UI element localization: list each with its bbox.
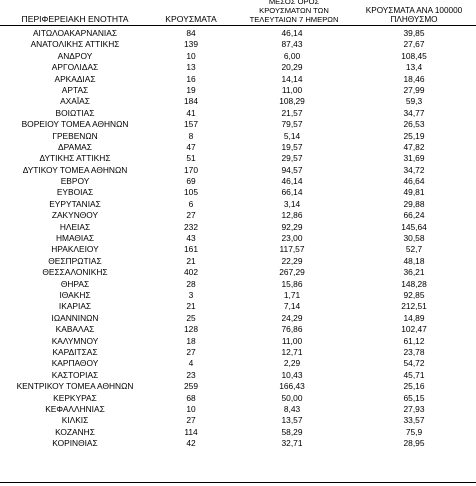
per-100000-cell: 26,53 [403, 119, 425, 130]
average-7day-cell: 117,57 [279, 244, 305, 255]
regional-unit-cell: ΘΗΡΑΣ [60, 278, 90, 289]
average-7day-cell: 46,14 [281, 176, 303, 187]
average-7day-cell: 108,29 [279, 96, 305, 107]
regional-unit-cell: ΚΑΡΠΑΘΟΥ [51, 358, 99, 369]
average-7day-cell: 23,00 [281, 233, 303, 244]
cases-cell: 105 [184, 187, 198, 198]
regional-unit-cell: ΕΥΒΟΙΑΣ [56, 187, 94, 198]
cases-cell: 27 [186, 210, 196, 221]
regional-unit-cell: ΔΥΤΙΚΟΥ ΤΟΜΕΑ ΑΘΗΝΩΝ [22, 164, 128, 175]
cases-cell: 157 [184, 119, 198, 130]
regional-unit-cell: ΚΟΡΙΝΘΙΑΣ [52, 438, 98, 449]
per-100000-cell: 52,7 [405, 244, 423, 255]
table-row [0, 370, 476, 381]
regional-unit-cell: ΒΟΡΕΙΟΥ ΤΟΜΕΑ ΑΘΗΝΩΝ [21, 119, 129, 130]
cases-cell: 114 [184, 426, 198, 437]
regional-unit-cell: ΙΚΑΡΙΑΣ [58, 301, 92, 312]
table-row [0, 381, 476, 392]
cases-cell: 41 [186, 107, 196, 118]
per-100000-cell: 34,72 [403, 164, 425, 175]
table-row [0, 279, 476, 290]
regional-unit-cell: ΒΟΙΩΤΙΑΣ [55, 107, 95, 118]
table-row [0, 427, 476, 438]
regional-unit-cell: ΗΡΑΚΛΕΙΟΥ [51, 244, 99, 255]
cases-cell: 28 [186, 278, 196, 289]
table-row [0, 244, 476, 255]
cases-cell: 161 [184, 244, 198, 255]
table-row [0, 347, 476, 358]
table-row [0, 336, 476, 347]
average-7day-cell: 66,14 [281, 187, 303, 198]
per-100000-cell: 18,46 [403, 73, 425, 84]
regional-unit-cell: ΕΥΡΥΤΑΝΙΑΣ [49, 198, 101, 209]
per-100000-cell: 23,78 [403, 346, 425, 357]
regional-unit-cell: ΓΡΕΒΕΝΩΝ [52, 130, 98, 141]
average-7day-cell: 3,14 [283, 198, 301, 209]
regional-unit-cell: ΔΥΤΙΚΗΣ ΑΤΤΙΚΗΣ [39, 153, 111, 164]
regional-unit-cell: ΚΕΦΑΛΛΗΝΙΑΣ [45, 403, 105, 414]
table-row [0, 119, 476, 130]
table-row [0, 62, 476, 73]
regional-unit-cell: ΚΙΛΚΙΣ [61, 415, 89, 426]
table-row [0, 256, 476, 267]
regional-unit-cell: ΚΑΣΤΟΡΙΑΣ [51, 369, 99, 380]
per-100000-cell: 45,71 [403, 369, 425, 380]
per-100000-cell: 27,99 [403, 84, 425, 95]
regional-unit-cell: ΑΡΚΑΔΙΑΣ [54, 73, 96, 84]
per-100000-cell: 145,64 [401, 221, 427, 232]
per-100000-cell: 28,95 [403, 438, 425, 449]
cases-cell: 68 [186, 392, 196, 403]
average-7day-cell: 5,14 [283, 130, 301, 141]
per-100000-cell: 148,28 [401, 278, 427, 289]
cases-cell: 47 [186, 141, 196, 152]
table-row [0, 393, 476, 404]
average-7day-cell: 76,86 [281, 324, 303, 335]
regional-unit-cell: ΕΒΡΟΥ [60, 176, 90, 187]
table-row [0, 85, 476, 96]
average-7day-cell: 29,57 [281, 153, 303, 164]
per-100000-cell: 27,93 [403, 403, 425, 414]
cases-cell: 170 [184, 164, 198, 175]
cases-cell: 3 [188, 289, 194, 300]
cases-cell: 13 [186, 62, 196, 73]
regional-unit-cell: ΚΕΡΚΥΡΑΣ [53, 392, 97, 403]
regional-unit-cell: ΚΕΝΤΡΙΚΟΥ ΤΟΜΕΑ ΑΘΗΝΩΝ [16, 381, 134, 392]
average-7day-cell: 12,86 [281, 210, 303, 221]
regional-unit-cell: ΘΕΣΣΑΛΟΝΙΚΗΣ [42, 267, 108, 278]
average-7day-cell: 79,57 [281, 119, 303, 130]
per-100000-cell: 34,77 [403, 107, 425, 118]
average-7day-cell: 94,57 [281, 164, 303, 175]
cases-cell: 84 [186, 28, 196, 38]
average-7day-cell: 11,00 [281, 84, 303, 95]
cases-cell: 18 [186, 335, 196, 346]
per-100000-cell: 33,57 [403, 415, 425, 426]
per-100000-cell: 47,82 [403, 141, 425, 152]
table-row [0, 324, 476, 335]
regional-unit-cell: ΖΑΚΥΝΘΟΥ [51, 210, 99, 221]
cases-cell: 402 [184, 267, 198, 278]
average-7day-cell: 1,71 [283, 289, 301, 300]
table-bottom-divider [0, 482, 476, 483]
per-100000-cell: 39,85 [403, 28, 425, 38]
regional-unit-cell: ΙΩΑΝΝΙΝΩΝ [51, 312, 99, 323]
per-100000-cell: 65,15 [403, 392, 425, 403]
header-cases-per-100000: ΚΡΟΥΣΜΑΤΑ ΑΝΑ 100000 ΠΛΗΘΥΣΜΟ [365, 6, 463, 24]
regional-unit-cell: ΚΑΒΑΛΑΣ [55, 324, 95, 335]
average-7day-cell: 267,29 [279, 267, 305, 278]
regional-unit-cell: ΑΝΑΤΟΛΙΚΗΣ ΑΤΤΙΚΗΣ [30, 39, 120, 50]
cases-cell: 43 [186, 233, 196, 244]
per-100000-cell: 92,85 [403, 289, 425, 300]
average-7day-cell: 32,71 [281, 438, 303, 449]
per-100000-cell: 59,3 [405, 96, 423, 107]
table-row [0, 267, 476, 278]
cases-cell: 27 [186, 415, 196, 426]
cases-cell: 21 [186, 301, 196, 312]
table-row [0, 28, 476, 39]
table-row [0, 153, 476, 164]
per-100000-cell: 48,18 [403, 255, 425, 266]
cases-cell: 4 [188, 358, 194, 369]
average-7day-cell: 10,43 [281, 369, 303, 380]
table-row [0, 165, 476, 176]
header-cases: ΚΡΟΥΣΜΑΤΑ [165, 14, 217, 24]
average-7day-cell: 92,29 [281, 221, 303, 232]
cases-cell: 25 [186, 312, 196, 323]
table-row [0, 233, 476, 244]
cases-cell: 51 [186, 153, 196, 164]
per-100000-cell: 212,51 [401, 301, 427, 312]
table-row [0, 176, 476, 187]
table-row [0, 313, 476, 324]
cases-cell: 21 [186, 255, 196, 266]
table-row [0, 222, 476, 233]
table-row [0, 74, 476, 85]
cases-cell: 10 [186, 403, 196, 414]
average-7day-cell: 15,86 [281, 278, 303, 289]
average-7day-cell: 22,29 [281, 255, 303, 266]
per-100000-cell: 75,9 [405, 426, 423, 437]
regional-unit-cell: ΗΛΕΙΑΣ [59, 221, 91, 232]
average-7day-cell: 7,14 [283, 301, 301, 312]
average-7day-cell: 20,29 [281, 62, 303, 73]
table-row [0, 199, 476, 210]
per-100000-cell: 54,72 [403, 358, 425, 369]
cases-cell: 69 [186, 176, 196, 187]
per-100000-cell: 102,47 [401, 324, 427, 335]
average-7day-cell: 58,29 [281, 426, 303, 437]
regional-unit-cell: ΚΑΡΔΙΤΣΑΣ [52, 346, 98, 357]
header-7day-average: ΜΕΣΟΣ ΟΡΟΣ ΚΡΟΥΣΜΑΤΩΝ ΤΩΝ ΤΕΛΕΥΤΑΙΩΝ 7 ΗΜΕΡΩΝ [249, 0, 339, 24]
table-row [0, 39, 476, 50]
table-row [0, 210, 476, 221]
regional-unit-cell: ΘΕΣΠΡΩΤΙΑΣ [48, 255, 102, 266]
cases-cell: 128 [184, 324, 198, 335]
cases-cell: 27 [186, 346, 196, 357]
per-100000-cell: 13,4 [405, 62, 423, 73]
per-100000-cell: 46,64 [403, 176, 425, 187]
table-row [0, 358, 476, 369]
table-row [0, 131, 476, 142]
average-7day-cell: 87,43 [281, 39, 303, 50]
per-100000-cell: 30,58 [403, 233, 425, 244]
per-100000-cell: 25,16 [403, 381, 425, 392]
per-100000-cell: 108,45 [401, 50, 427, 61]
average-7day-cell: 13,57 [281, 415, 303, 426]
average-7day-cell: 14,14 [281, 73, 303, 84]
table-row [0, 108, 476, 119]
regional-unit-cell: ΑΝΔΡΟΥ [57, 50, 93, 61]
average-7day-cell: 21,57 [281, 107, 303, 118]
per-100000-cell: 27,67 [403, 39, 425, 50]
table-row [0, 415, 476, 426]
regional-unit-cell: ΔΡΑΜΑΣ [58, 141, 92, 152]
average-7day-cell: 8,43 [283, 403, 301, 414]
table-row [0, 142, 476, 153]
per-100000-cell: 66,24 [403, 210, 425, 221]
average-7day-cell: 12,71 [281, 346, 303, 357]
table-row [0, 51, 476, 62]
header-regional-unit: ΠΕΡΙΦΕΡΕΙΑΚΗ ΕΝΟΤΗΤΑ [21, 14, 129, 24]
cases-cell: 42 [186, 438, 196, 449]
regional-unit-cell: ΚΑΛΥΜΝΟΥ [51, 335, 99, 346]
per-100000-cell: 49,81 [403, 187, 425, 198]
regional-unit-cell: ΑΙΤΩΛΟΑΚΑΡΝΑΝΙΑΣ [32, 28, 118, 38]
table-row [0, 290, 476, 301]
cases-cell: 259 [184, 381, 198, 392]
cases-cell: 8 [188, 130, 194, 141]
per-100000-cell: 14,89 [403, 312, 425, 323]
regional-unit-cell: ΗΜΑΘΙΑΣ [55, 233, 95, 244]
cases-cell: 139 [184, 39, 198, 50]
per-100000-cell: 31,69 [403, 153, 425, 164]
average-7day-cell: 6,00 [283, 50, 301, 61]
per-100000-cell: 25,19 [403, 130, 425, 141]
per-100000-cell: 36,21 [403, 267, 425, 278]
average-7day-cell: 2,29 [283, 358, 301, 369]
average-7day-cell: 50,00 [281, 392, 303, 403]
regional-unit-cell: ΑΡΓΟΛΙΔΑΣ [51, 62, 99, 73]
cases-cell: 10 [186, 50, 196, 61]
cases-cell: 23 [186, 369, 196, 380]
table-row [0, 301, 476, 312]
table-row [0, 404, 476, 415]
table-body [0, 28, 476, 449]
average-7day-cell: 166,43 [279, 381, 305, 392]
cases-cell: 6 [188, 198, 194, 209]
header-divider [0, 25, 476, 26]
table-row [0, 187, 476, 198]
cases-cell: 19 [186, 84, 196, 95]
cases-cell: 184 [184, 96, 198, 107]
cases-cell: 232 [184, 221, 198, 232]
table-row [0, 96, 476, 107]
regional-unit-cell: ΚΟΖΑΝΗΣ [55, 426, 95, 437]
per-100000-cell: 61,12 [403, 335, 425, 346]
cases-cell: 16 [186, 73, 196, 84]
regional-unit-cell: ΑΧΑΪΑΣ [60, 96, 90, 107]
regional-unit-cell: ΙΘΑΚΗΣ [59, 289, 91, 300]
per-100000-cell: 29,88 [403, 198, 425, 209]
regional-unit-cell: ΑΡΤΑΣ [61, 84, 89, 95]
average-7day-cell: 46,14 [281, 28, 303, 38]
average-7day-cell: 19,57 [281, 141, 303, 152]
table-row [0, 438, 476, 449]
average-7day-cell: 24,29 [281, 312, 303, 323]
average-7day-cell: 11,00 [281, 335, 303, 346]
